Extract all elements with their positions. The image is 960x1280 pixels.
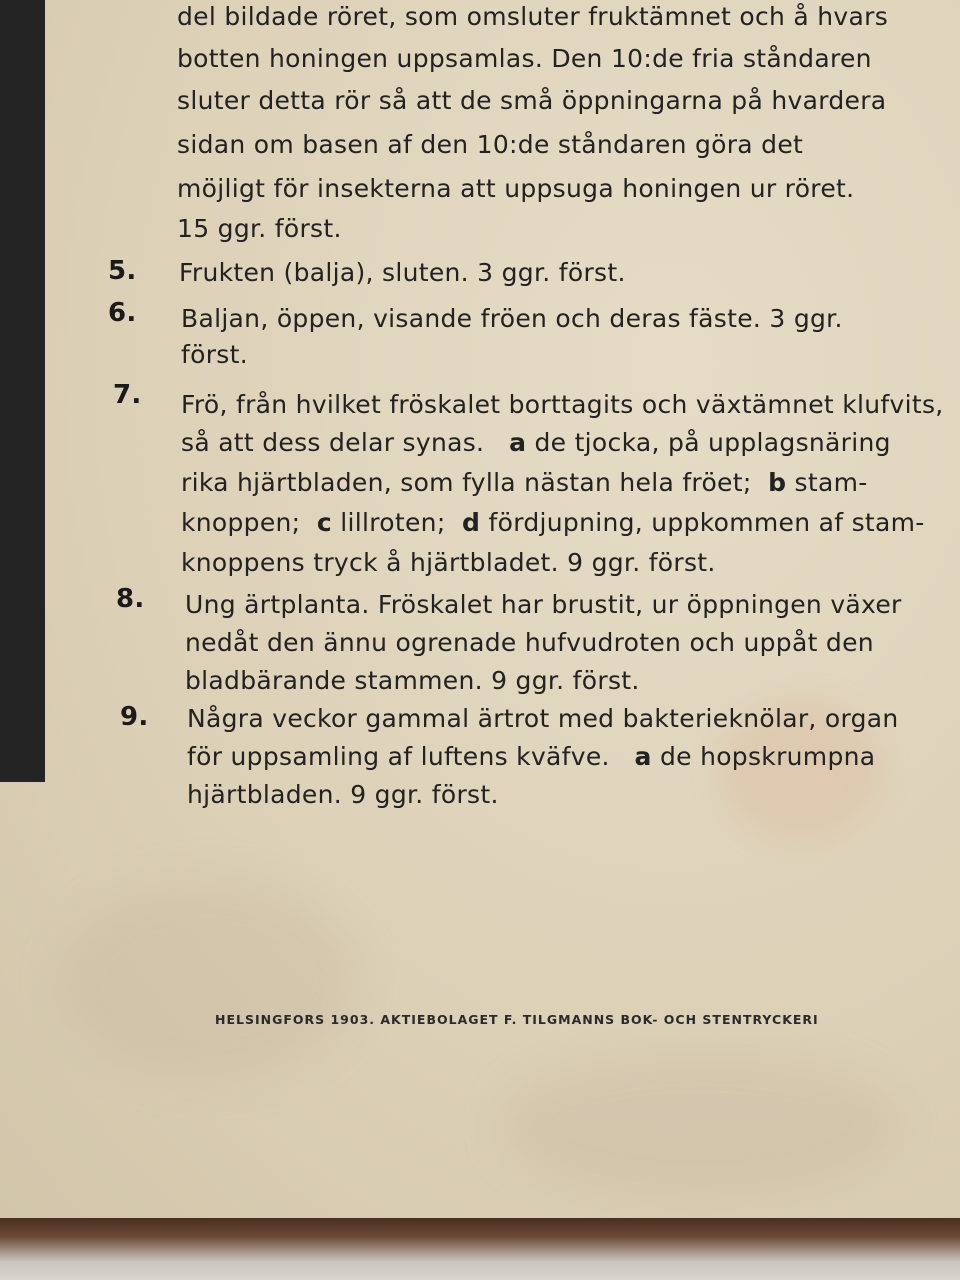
- text-line: botten honingen uppsamlas. Den 10:de fria ståndaren: [177, 44, 872, 73]
- item-text-segment: de hopskrumpna: [659, 742, 876, 771]
- item-text-segment: fördjupning, uppkommen af stam-: [488, 508, 925, 537]
- item-text: nedåt den ännu ogrenade hufvudroten och uppåt den: [185, 628, 874, 657]
- item-text: [181, 468, 868, 498]
- figure-label-d: d: [462, 508, 481, 537]
- item-text: [181, 508, 925, 538]
- printer-imprint: HELSINGFORS 1903. AKTIEBOLAGET F. TILGMANNS BOK- OCH STENTRYCKERI: [215, 1012, 819, 1027]
- item-text: först.: [181, 340, 248, 369]
- figure-label-b: b: [768, 468, 787, 497]
- item-text-segment: de tjocka, på upplagsnäring: [534, 428, 891, 457]
- text-line: sluter detta rör så att de små öppningarna på hvardera: [177, 86, 887, 115]
- item-text: Ung ärtplanta. Fröskalet har brustit, ur öppningen växer: [185, 590, 902, 619]
- dark-side-strip: [0, 0, 45, 782]
- text-line: möjligt för insekterna att uppsuga honingen ur röret.: [177, 174, 855, 203]
- text-line: sidan om basen af den 10:de ståndaren göra det: [177, 130, 804, 159]
- item-text: Frukten (balja), sluten. 3 ggr. först.: [179, 258, 626, 287]
- item-text: hjärtbladen. 9 ggr. först.: [187, 780, 499, 809]
- item-number: 7.: [113, 380, 142, 410]
- item-text-segment: så att dess delar synas.: [181, 428, 485, 457]
- figure-label-c: c: [316, 508, 333, 537]
- item-number: 6.: [108, 298, 137, 328]
- paper-stain: [60, 880, 360, 1080]
- item-text-segment: för uppsamling af luftens kväfve.: [187, 742, 610, 771]
- item-text: [187, 742, 875, 772]
- item-text: knoppens tryck å hjärtbladet. 9 ggr. först.: [181, 548, 716, 577]
- item-number: 5.: [108, 256, 137, 286]
- text-line: 15 ggr. först.: [177, 214, 342, 243]
- paper-stain: [500, 1050, 900, 1200]
- item-text: bladbärande stammen. 9 ggr. först.: [185, 666, 640, 695]
- text-line: del bildade röret, som omsluter fruktämnet och å hvars: [177, 2, 889, 31]
- item-text-segment: stam-: [794, 468, 868, 497]
- item-text-segment: knoppen;: [181, 508, 301, 537]
- item-number: 9.: [120, 702, 149, 732]
- item-text: [181, 428, 891, 458]
- figure-label-a: a: [634, 742, 652, 771]
- item-text: Några veckor gammal ärtrot med bakterieknölar, organ: [187, 704, 899, 733]
- page-bottom-edge: [0, 1218, 960, 1280]
- item-text: Baljan, öppen, visande fröen och deras fäste. 3 ggr.: [181, 304, 843, 333]
- figure-label-a: a: [509, 428, 527, 457]
- item-text-segment: lillroten;: [340, 508, 446, 537]
- item-text-segment: rika hjärtbladen, som fylla nästan hela fröet;: [181, 468, 752, 497]
- item-number: 8.: [116, 584, 145, 614]
- item-text: Frö, från hvilket fröskalet borttagits och växtämnet klufvits,: [181, 390, 944, 419]
